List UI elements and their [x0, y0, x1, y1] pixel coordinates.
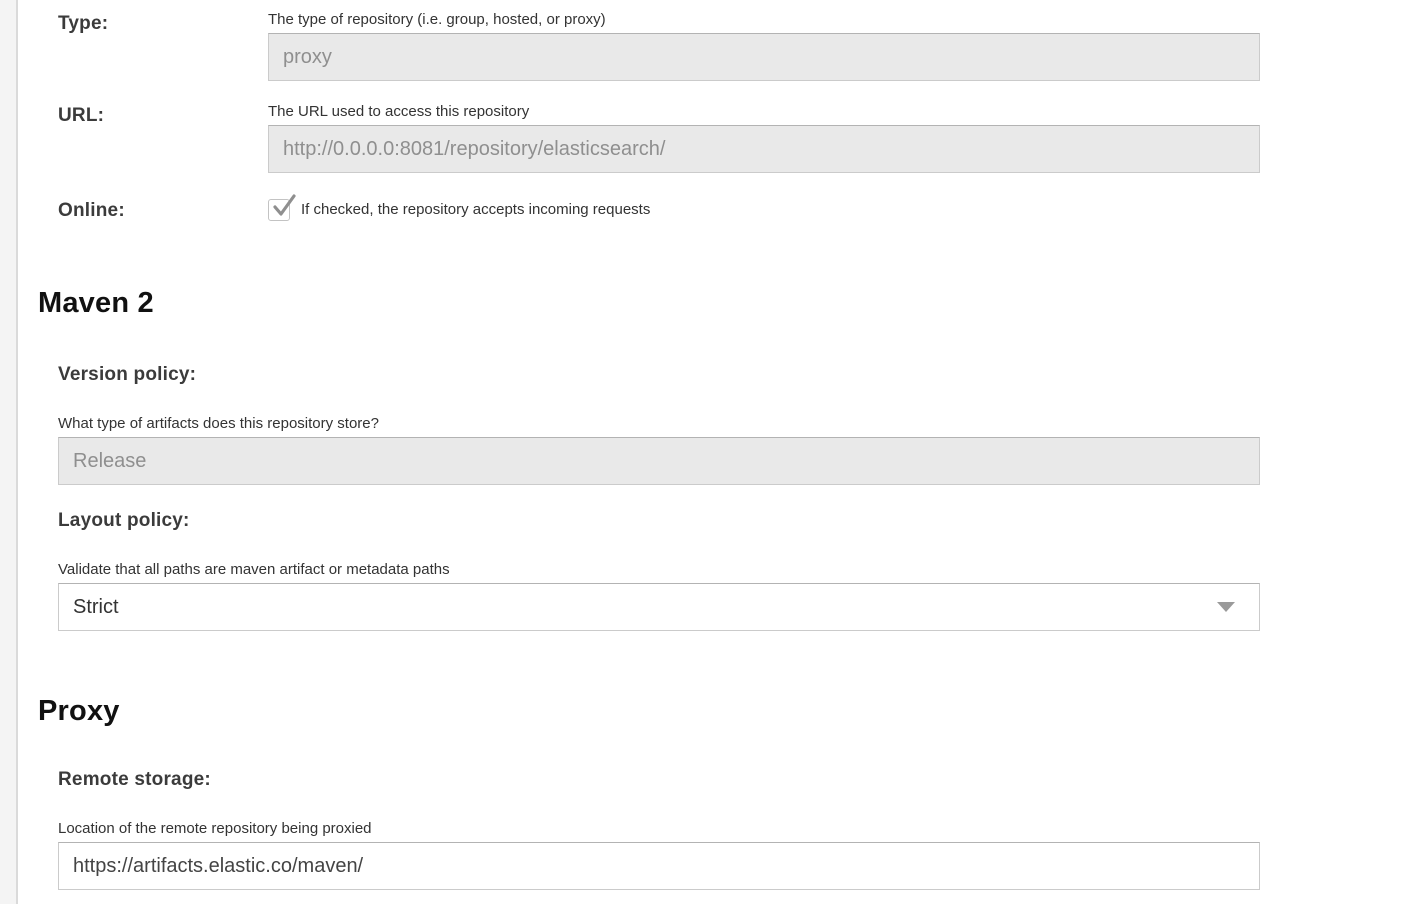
- field-row-type: [58, 10, 1260, 81]
- online-field-body: [268, 197, 1260, 222]
- online-help-text: If checked, the repository accepts incoming requests: [301, 201, 651, 218]
- url-label: URL:: [58, 105, 105, 126]
- maven2-section-body: [58, 363, 1260, 631]
- panel-left-gutter: [0, 0, 18, 904]
- field-row-url: [58, 102, 1260, 173]
- type-help-text: The type of repository (i.e. group, hosted, or proxy): [268, 11, 606, 28]
- version-policy-help-text: What type of artifacts does this repository store?: [58, 415, 379, 432]
- remote-storage-input[interactable]: [58, 842, 1260, 890]
- type-field-body: [268, 10, 1260, 81]
- layout-policy-selected-value: Strict: [73, 595, 119, 618]
- layout-policy-select[interactable]: [58, 583, 1260, 631]
- online-checkbox[interactable]: [268, 199, 290, 221]
- type-input: proxy: [268, 33, 1260, 81]
- repository-settings-form: [18, 0, 1412, 904]
- remote-storage-label: Remote storage:: [58, 769, 211, 790]
- version-policy-input: Release: [58, 437, 1260, 485]
- url-field-body: [268, 102, 1260, 173]
- section-title-proxy: Proxy: [38, 695, 120, 727]
- layout-policy-help-text: Validate that all paths are maven artifact or metadata paths: [58, 561, 450, 578]
- check-icon: [270, 193, 298, 221]
- remote-storage-help-text: Location of the remote repository being proxied: [58, 820, 372, 837]
- url-help-text: The URL used to access this repository: [268, 103, 530, 120]
- version-policy-label: Version policy:: [58, 364, 197, 385]
- type-label: Type:: [58, 13, 109, 34]
- section-title-maven2: Maven 2: [38, 287, 154, 319]
- proxy-section-body: [58, 768, 1260, 890]
- layout-policy-label: Layout policy:: [58, 510, 190, 531]
- url-input: http://0.0.0.0:8081/repository/elasticsearch/: [268, 125, 1260, 173]
- chevron-down-icon: [1217, 602, 1235, 612]
- field-row-online: [58, 197, 1260, 222]
- online-label: Online:: [58, 200, 125, 221]
